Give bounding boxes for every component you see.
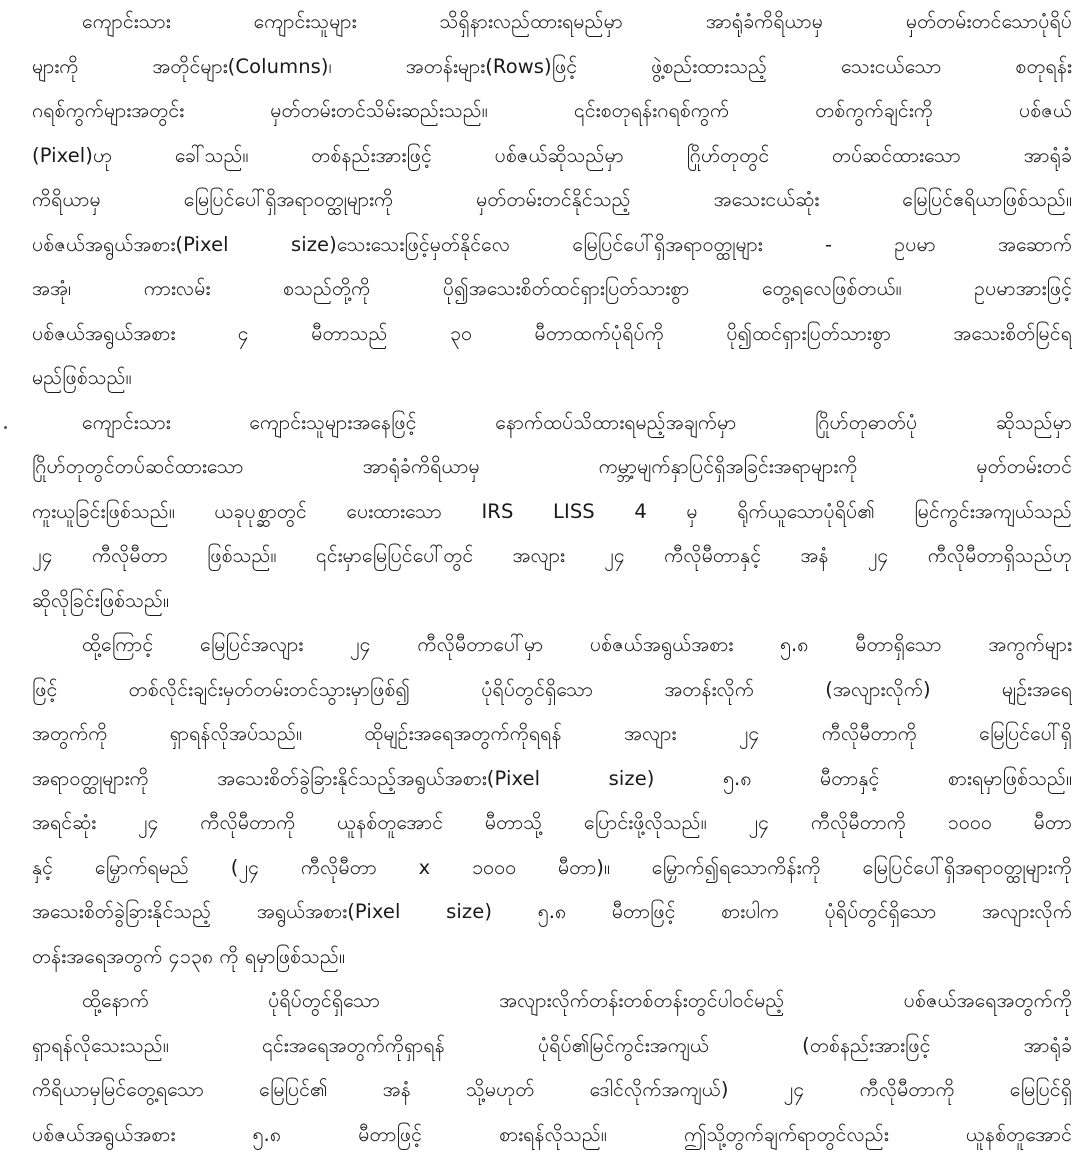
text-line: ဖြင့် တစ်လိုင်းချင်းမှတ်တမ်းတင်သွားမှာဖြစ်၍ ပုံရိပ်တွင်ရှိသော အတန်းလိုက် (အလျားလိုက်) မျဉ်းအရေ: [32, 677, 1072, 701]
text-line: အအုံ၊ ကားလမ်း စသည်တို့ကို ပို၍အသေးစိတ်ထင်ရှားပြတ်သားစွာ တွေ့ရလေဖြစ်တယ်။ ဥပမာအားဖြင့်: [32, 277, 1072, 300]
text-line: ကူးယူခြင်းဖြစ်သည်။ ယခုပုစ္ဆာတွင် ပေးထားသော IRS LISS 4 မှ ရိုက်ယူသောပုံရိပ်၏ မြင်ကွင်းအကျယ်သည်: [32, 499, 1072, 523]
margin-dot: [4, 426, 7, 429]
document-page: [32, 0, 1072, 1152]
text-line: အတွက်ကို ရှာရန်လိုအပ်သည်။ ထိုမျဉ်းအရေအတွက်ကိုရရန် အလျား ၂၄ ကီလိုမီတာကို မြေပြင်ပေါ်ရှိ: [32, 722, 1072, 745]
text-line: ပစ်ဇယ်အရွယ်အစား ၄ မီတာသည် ၃၀ မီတာထက်ပုံရိပ်ကို ပို၍ထင်ရှားပြတ်သားစွာ အသေးစိတ်မြင်ရ: [32, 321, 1072, 345]
text-line: ကျောင်းသား ကျောင်းသူများ သိရှိနားလည်ထားရမည်မှာ အာရုံခံကိရိယာမှ မှတ်တမ်းတင်သောပုံရိပ်: [82, 10, 1072, 33]
text-line: ဂြိုဟ်တုတွင်တပ်ဆင်ထားသော အာရုံခံကိရိယာမှ ကမ္ဘာ့မျက်နှာပြင်ရှိအခြင်းအရာများကို မှတ်တမ်းတင်: [32, 455, 1072, 478]
text-line: ပစ်ဇယ်အရွယ်အစား(Pixel size)သေးသေးဖြင့်မှတ်နိုင်လေ မြေပြင်ပေါ်ရှိအရာဝတ္ထုများ - ဥပမာ အဆောက်: [32, 232, 1072, 256]
paragraph-row-calculation: [32, 623, 1072, 979]
text-line: (Pixel)ဟု ခေါ်သည်။ တစ်နည်းအားဖြင့် ပစ်ဇယ်ဆိုသည်မှာ ဂြိုဟ်တုတွင် တပ်ဆင်ထားသော အာရုံခံ: [32, 143, 1072, 167]
text-line: အရင်ဆုံး ၂၄ ကီလိုမီတာကို ယူနစ်တူအောင် မီတာသို့ ပြောင်းဖို့လိုသည်။ ၂၄ ကီလိုမီတာကို ၁၀၀၀ မီတာ: [32, 811, 1072, 834]
text-line: ကိရိယာမှ မြေပြင်ပေါ်ရှိအရာဝတ္ထုများကို မှတ်တမ်းတင်နိုင်သည့် အသေးငယ်ဆုံး မြေပြင်ဧရိယာဖြစ်သည်။: [32, 188, 1072, 211]
text-line: ထို့နောက် ပုံရိပ်တွင်ရှိသော အလျားလိုက်တန်းတစ်တန်းတွင်ပါဝင်မည့် ပစ်ဇယ်အရေအတွက်ကို: [82, 989, 1072, 1012]
text-line: ဂရစ်ကွက်များအတွင်း မှတ်တမ်းတင်သိမ်းဆည်းသည်။ ၎င်းစတုရန်းဂရစ်ကွက် တစ်ကွက်ချင်းကို ပစ်ဇယ်: [32, 99, 1072, 122]
text-line: ကိရိယာမှမြင်တွေ့ရသော မြေပြင်၏ အနံ သို့မဟုတ် ဒေါင်လိုက်အကျယ်) ၂၄ ကီလိုမီတာကို မြေပြင်ရှိ: [32, 1078, 1072, 1101]
text-line: နှင့် မြှောက်ရမည် (၂၄ ကီလိုမီတာ x ၁၀၀၀ မီတာ)။ မြှောက်၍ရသောကိန်းကို မြေပြင်ပေါ်ရှိအရာဝတ္ထုများကို: [32, 855, 1072, 879]
text-line: ပစ်ဇယ်အရွယ်အစား ၅.၈ မီတာဖြင့် စားရန်လိုသည်။ ဤသို့တွက်ချက်ရာတွင်လည်း ယူနစ်တူအောင်: [32, 1122, 1072, 1146]
text-line: တန်းအရေအတွက် ၄၁၃၈ ကို ရမှာဖြစ်သည်။: [32, 944, 345, 968]
text-line: ဆိုလိုခြင်းဖြစ်သည်။: [32, 588, 170, 612]
text-line: ကျောင်းသား ကျောင်းသူများအနေဖြင့် နောက်ထပ်သိထားရမည့်အချက်မှာ ဂြိုဟ်တုဓာတ်ပုံ ဆိုသည်မှာ: [82, 410, 1072, 434]
text-line: အသေးစိတ်ခွဲခြားနိုင်သည့် အရွယ်အစား(Pixel size) ၅.၈ မီတာဖြင့် စားပါက ပုံရိပ်တွင်ရှိသော အလျားလိုက်: [32, 900, 1072, 923]
text-line: မည်ဖြစ်သည်။: [32, 366, 132, 389]
text-line: များကို အတိုင်များ(Columns)၊ အတန်းများ(Rows)ဖြင့် ဖွဲ့စည်းထားသည့် သေးငယ်သော စတုရန်း: [32, 54, 1072, 78]
paragraph-satellite-image: [32, 401, 1072, 624]
paragraph-pixel-definition: [32, 0, 1072, 401]
text-line: ထို့ကြောင့် မြေပြင်အလျား ၂၄ ကီလိုမီတာပေါ်မှာ ပစ်ဇယ်အရွယ်အစား ၅.၈ မီတာရှိသော အကွက်များ: [82, 633, 1072, 656]
text-line: ရှာရန်လိုသေးသည်။ ၎င်းအရေအတွက်ကိုရှာရန် ပုံရိပ်၏မြင်ကွင်းအကျယ် (တစ်နည်းအားဖြင့် အာရုံခံ: [32, 1033, 1072, 1057]
text-line: ၂၄ ကီလိုမီတာ ဖြစ်သည်။ ၎င်းမှာမြေပြင်ပေါ်တွင် အလျား ၂၄ ကီလိုမီတာနှင့် အနံ ၂၄ ကီလိုမီတာရှိသည်ဟု: [32, 544, 1072, 567]
paragraph-column-calculation: [32, 979, 1072, 1152]
text-line: အရာဝတ္ထုများကို အသေးစိတ်ခွဲခြားနိုင်သည့်အရွယ်အစား(Pixel size) ၅.၈ မီတာနှင့် စားရမှာဖြစ်သည်။: [32, 766, 1072, 790]
